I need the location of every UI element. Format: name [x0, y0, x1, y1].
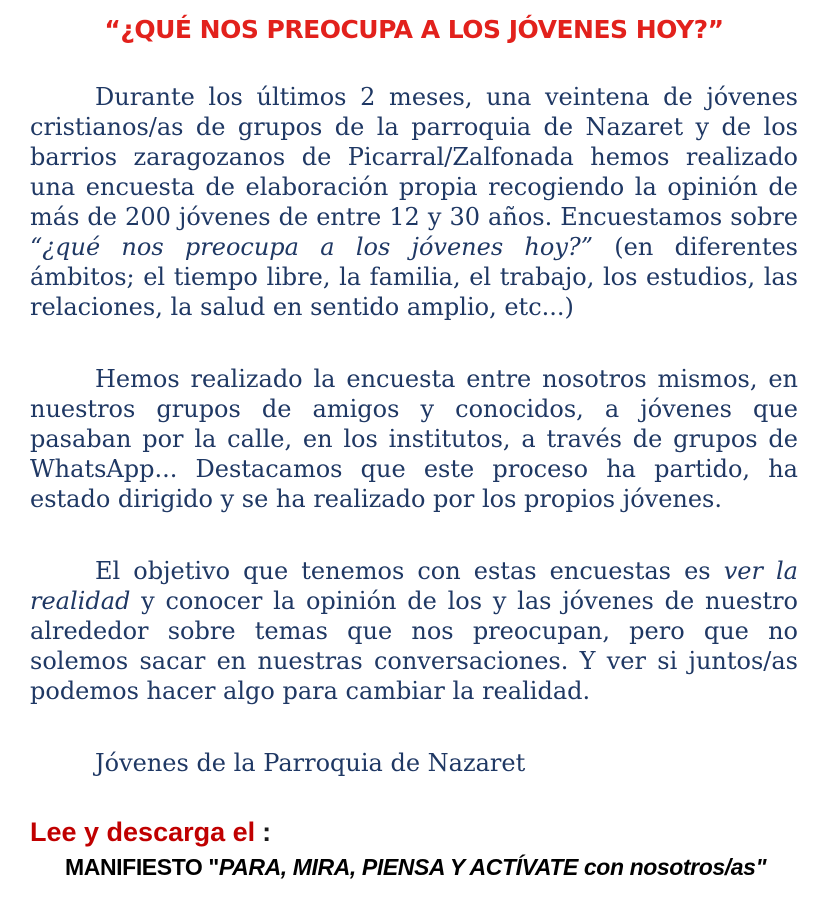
manifesto-close-quote: " [755, 854, 767, 880]
paragraph-3-text-end: y conocer la opinión de los y las jóvenes de nuestro alrededor sobre temas que nos preocupan, pero que no solemos sacar en nuestras conversaciones. Y ver si juntos/as podemos hacer algo para cambiar la realidad. [30, 587, 798, 705]
download-lead-text: Lee y descarga el [30, 817, 256, 847]
paragraph-survey-goal [30, 556, 798, 706]
signature-line: Jóvenes de la Parroquia de Nazaret [95, 749, 526, 777]
paragraph-survey-method [30, 364, 798, 514]
paragraph-1-text-end: (en diferentes ámbitos; el tiempo libre, la familia, el trabajo, los estudios, las relaciones, la salud en sentido amplio, etc...) [30, 233, 798, 321]
page-title: “¿QUÉ NOS PREOCUPA A LOS JÓVENES HOY?” [104, 15, 724, 44]
manifesto-prefix: MANIFIESTO " [65, 854, 219, 880]
paragraph-survey-intro [30, 82, 798, 322]
manifesto-link[interactable] [30, 852, 798, 882]
paragraph-3-emphasis: ver la realidad [30, 557, 798, 615]
paragraph-1-survey-question-quote: “¿qué nos preocupa a los jóvenes hoy?” [30, 233, 594, 261]
manifesto-title: PARA, MIRA, PIENSA Y ACTÍVATE con nosotros/as [218, 854, 756, 880]
download-lead-line [30, 816, 798, 848]
paragraph-3-text-start: El objetivo que tenemos con estas encuestas es [95, 557, 724, 585]
paragraph-2-text: Hemos realizado la encuesta entre nosotros mismos, en nuestros grupos de amigos y conocidos, a jóvenes que pasaban por la calle, en los institutos, a través de grupos de WhatsApp... Destacamos que este proceso ha partido, ha estado dirigido y se ha realizado por los propios jóvenes. [30, 365, 798, 513]
paragraph-1-text-start: Durante los últimos 2 meses, una veintena de jóvenes cristianos/as de grupos de la parroquia de Nazaret y de los barrios zaragozanos de Picarral/Zalfonada hemos realizado una encuesta de elaboración propia recogiendo la opinión de más de 200 jóvenes de entre 12 y 30 años. Encuestamos sobre [30, 83, 798, 231]
download-lead-colon: : [262, 817, 272, 847]
